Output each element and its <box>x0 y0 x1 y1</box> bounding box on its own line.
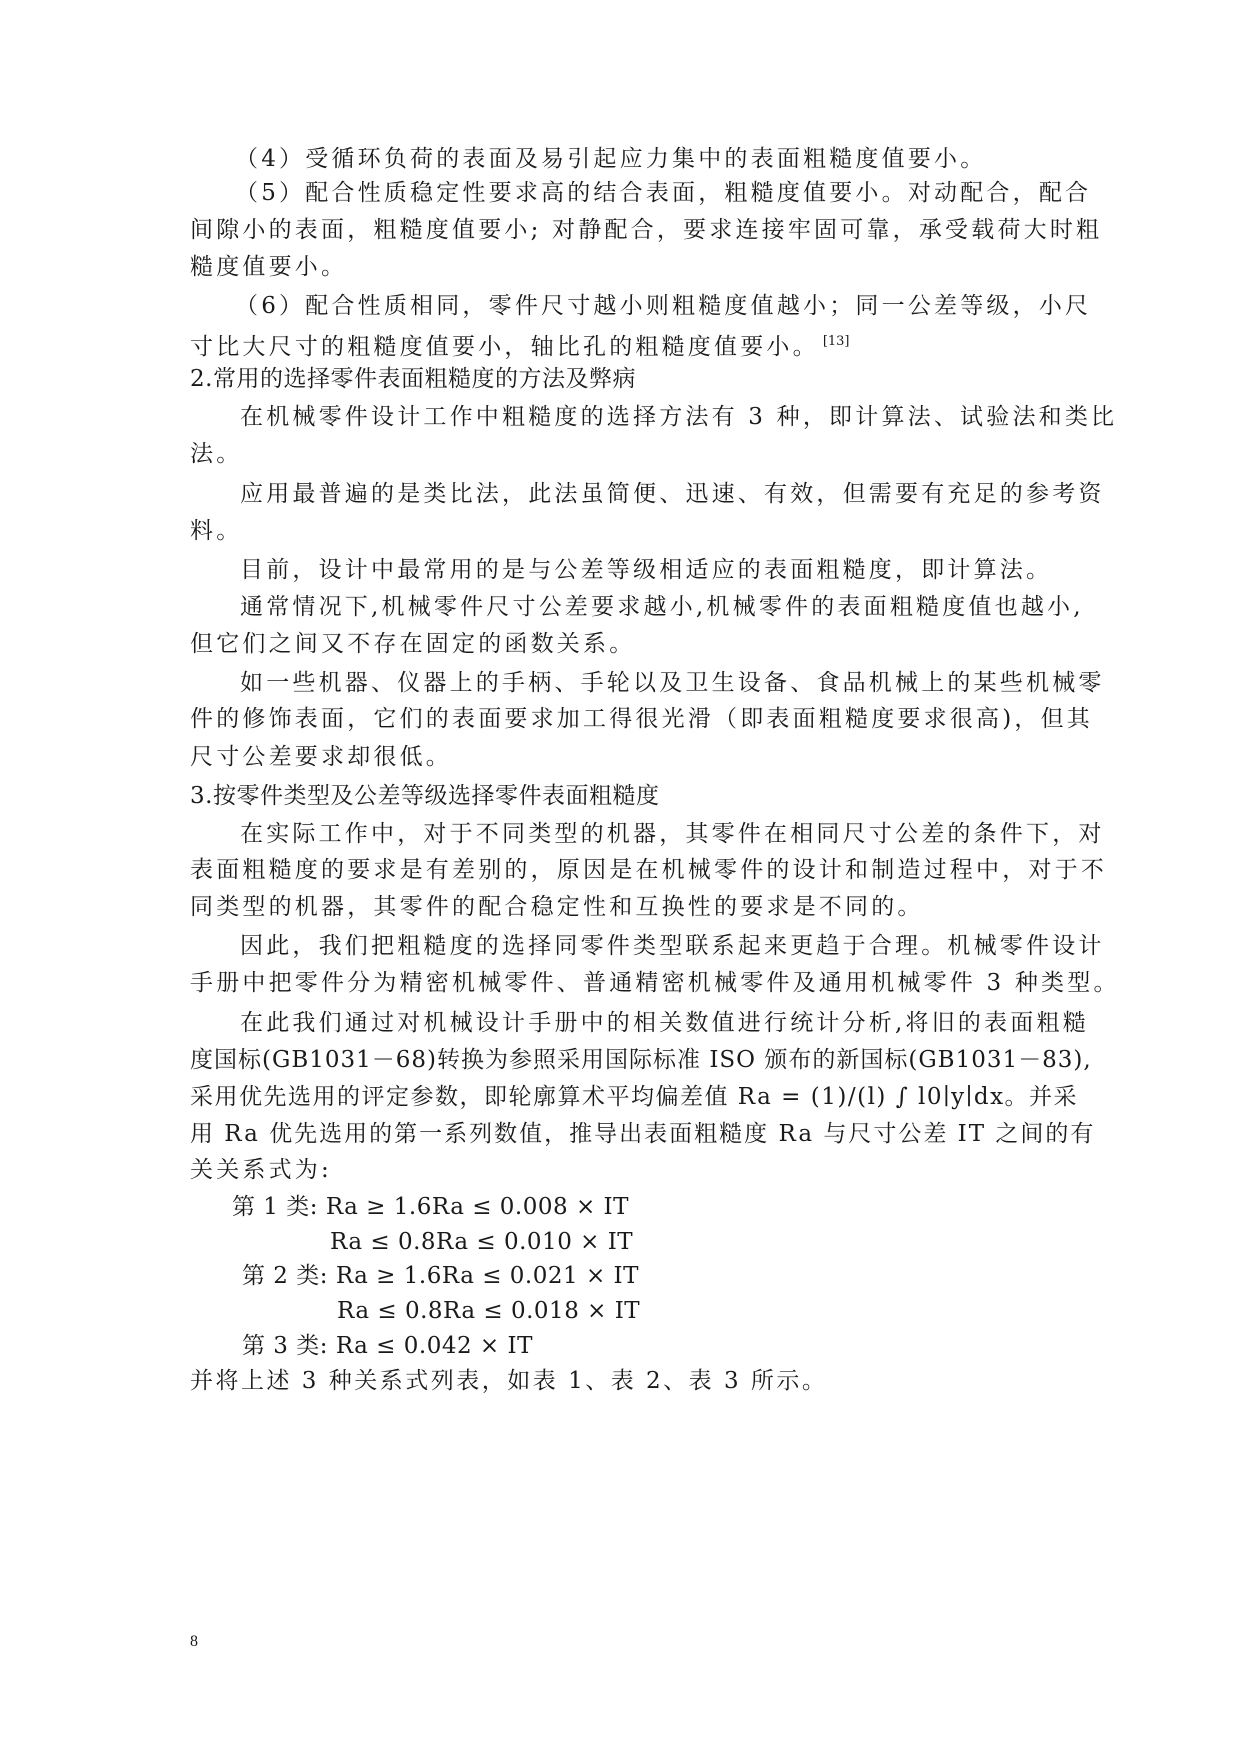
citation-superscript: [13] <box>822 334 850 349</box>
paragraph-5-line-2: 间隙小的表面，粗糙度值要小; 对静配合，要求连接牢固可靠，承受载荷大时粗 <box>190 217 1103 243</box>
section-3-p1-line-3: 同类型的机器，其零件的配合稳定性和互换性的要求是不同的。 <box>190 894 924 920</box>
paragraph-5-line-3: 糙度值要小。 <box>190 254 348 280</box>
page-number: 8 <box>190 1633 198 1650</box>
section-3-p2-line-1: 因此，我们把粗糙度的选择同零件类型联系起来更趋于合理。机械零件设计 <box>240 933 1105 959</box>
section-3-p1-line-2: 表面粗糙度的要求是有差别的，原因是在机械零件的设计和制造过程中，对于不 <box>190 857 1107 883</box>
paragraph-6-line-1: （6）配合性质相同，零件尺寸越小则粗糙度值越小；同一公差等级，小尺 <box>235 293 1092 319</box>
formula-class-3: 第 3 类: Ra ≤ 0.042 × IT <box>242 1333 533 1359</box>
section-3-p3-line-2: 度国标(GB1031－68)转换为参照采用国际标准 ISO 颁布的新国标(GB1031－83), <box>190 1047 1092 1073</box>
section-2-p5-line-1: 如一些机器、仪器上的手柄、手轮以及卫生设备、食品机械上的某些机械零 <box>240 670 1105 696</box>
section-3-p3-line-5: 关关系式为: <box>190 1157 332 1183</box>
section-2-p1-line-2: 法。 <box>190 441 243 467</box>
section-2-p4-line-2: 但它们之间又不存在固定的函数关系。 <box>190 631 636 657</box>
section-2-p2-line-2: 料。 <box>190 518 243 544</box>
formula-class-2-a: 第 2 类: Ra ≥ 1.6Ra ≤ 0.021 × IT <box>242 1263 639 1289</box>
section-2-p3-line-1: 目前，设计中最常用的是与公差等级相适应的表面粗糙度，即计算法。 <box>240 557 1053 583</box>
section-3-p3-line-4: 用 Ra 优先选用的第一系列数值，推导出表面粗糙度 Ra 与尺寸公差 IT 之间的有 <box>190 1121 1096 1147</box>
section-3-heading: 3.按零件类型及公差等级选择零件表面粗糙度 <box>190 783 660 809</box>
section-3-p3-line-1: 在此我们通过对机械设计手册中的相关数值进行统计分析,将旧的表面粗糙 <box>240 1010 1089 1036</box>
section-3-p2-line-2: 手册中把零件分为精密机械零件、普通精密机械零件及通用机械零件 3 种类型。 <box>190 970 1120 996</box>
section-2-p2-line-1: 应用最普遍的是类比法，此法虽简便、迅速、有效，但需要有充足的参考资 <box>240 481 1105 507</box>
formula-class-1-b: Ra ≤ 0.8Ra ≤ 0.010 × IT <box>330 1229 634 1255</box>
section-2-p1-line-1: 在机械零件设计工作中粗糙度的选择方法有 3 种，即计算法、试验法和类比 <box>240 404 1118 430</box>
section-2-heading: 2.常用的选择零件表面粗糙度的方法及弊病 <box>190 366 636 392</box>
paragraph-5-line-1: （5）配合性质稳定性要求高的结合表面，粗糙度值要小。对动配合，配合 <box>235 180 1092 206</box>
section-2-p5-line-2: 件的修饰表面，它们的表面要求加工得很光滑（即表面粗糙度要求很高)，但其 <box>190 706 1093 732</box>
paragraph-6-line-2-text: 寸比大尺寸的粗糙度值要小，轴比孔的粗糙度值要小。 <box>190 334 819 360</box>
closing-line: 并将上述 3 种关系式列表，如表 1、表 2、表 3 所示。 <box>190 1368 828 1394</box>
paragraph-6-line-2 <box>190 325 1060 364</box>
formula-class-2-b: Ra ≤ 0.8Ra ≤ 0.018 × IT <box>337 1298 641 1324</box>
section-2-p5-line-3: 尺寸公差要求却很低。 <box>190 744 452 770</box>
section-3-p3-line-3: 采用优先选用的评定参数，即轮廓算术平均偏差值 Ra = (1)/(l) ∫ l0∣y∣dx。并采 <box>190 1084 1079 1110</box>
paragraph-4-line-1: （4）受循环负荷的表面及易引起应力集中的表面粗糙度值要小。 <box>235 146 987 172</box>
section-2-p4-line-1: 通常情况下,机械零件尺寸公差要求越小,机械零件的表面粗糙度值也越小, <box>240 594 1084 620</box>
section-3-p1-line-1: 在实际工作中，对于不同类型的机器，其零件在相同尺寸公差的条件下，对 <box>240 821 1105 847</box>
formula-class-1-a: 第 1 类: Ra ≥ 1.6Ra ≤ 0.008 × IT <box>232 1194 629 1220</box>
